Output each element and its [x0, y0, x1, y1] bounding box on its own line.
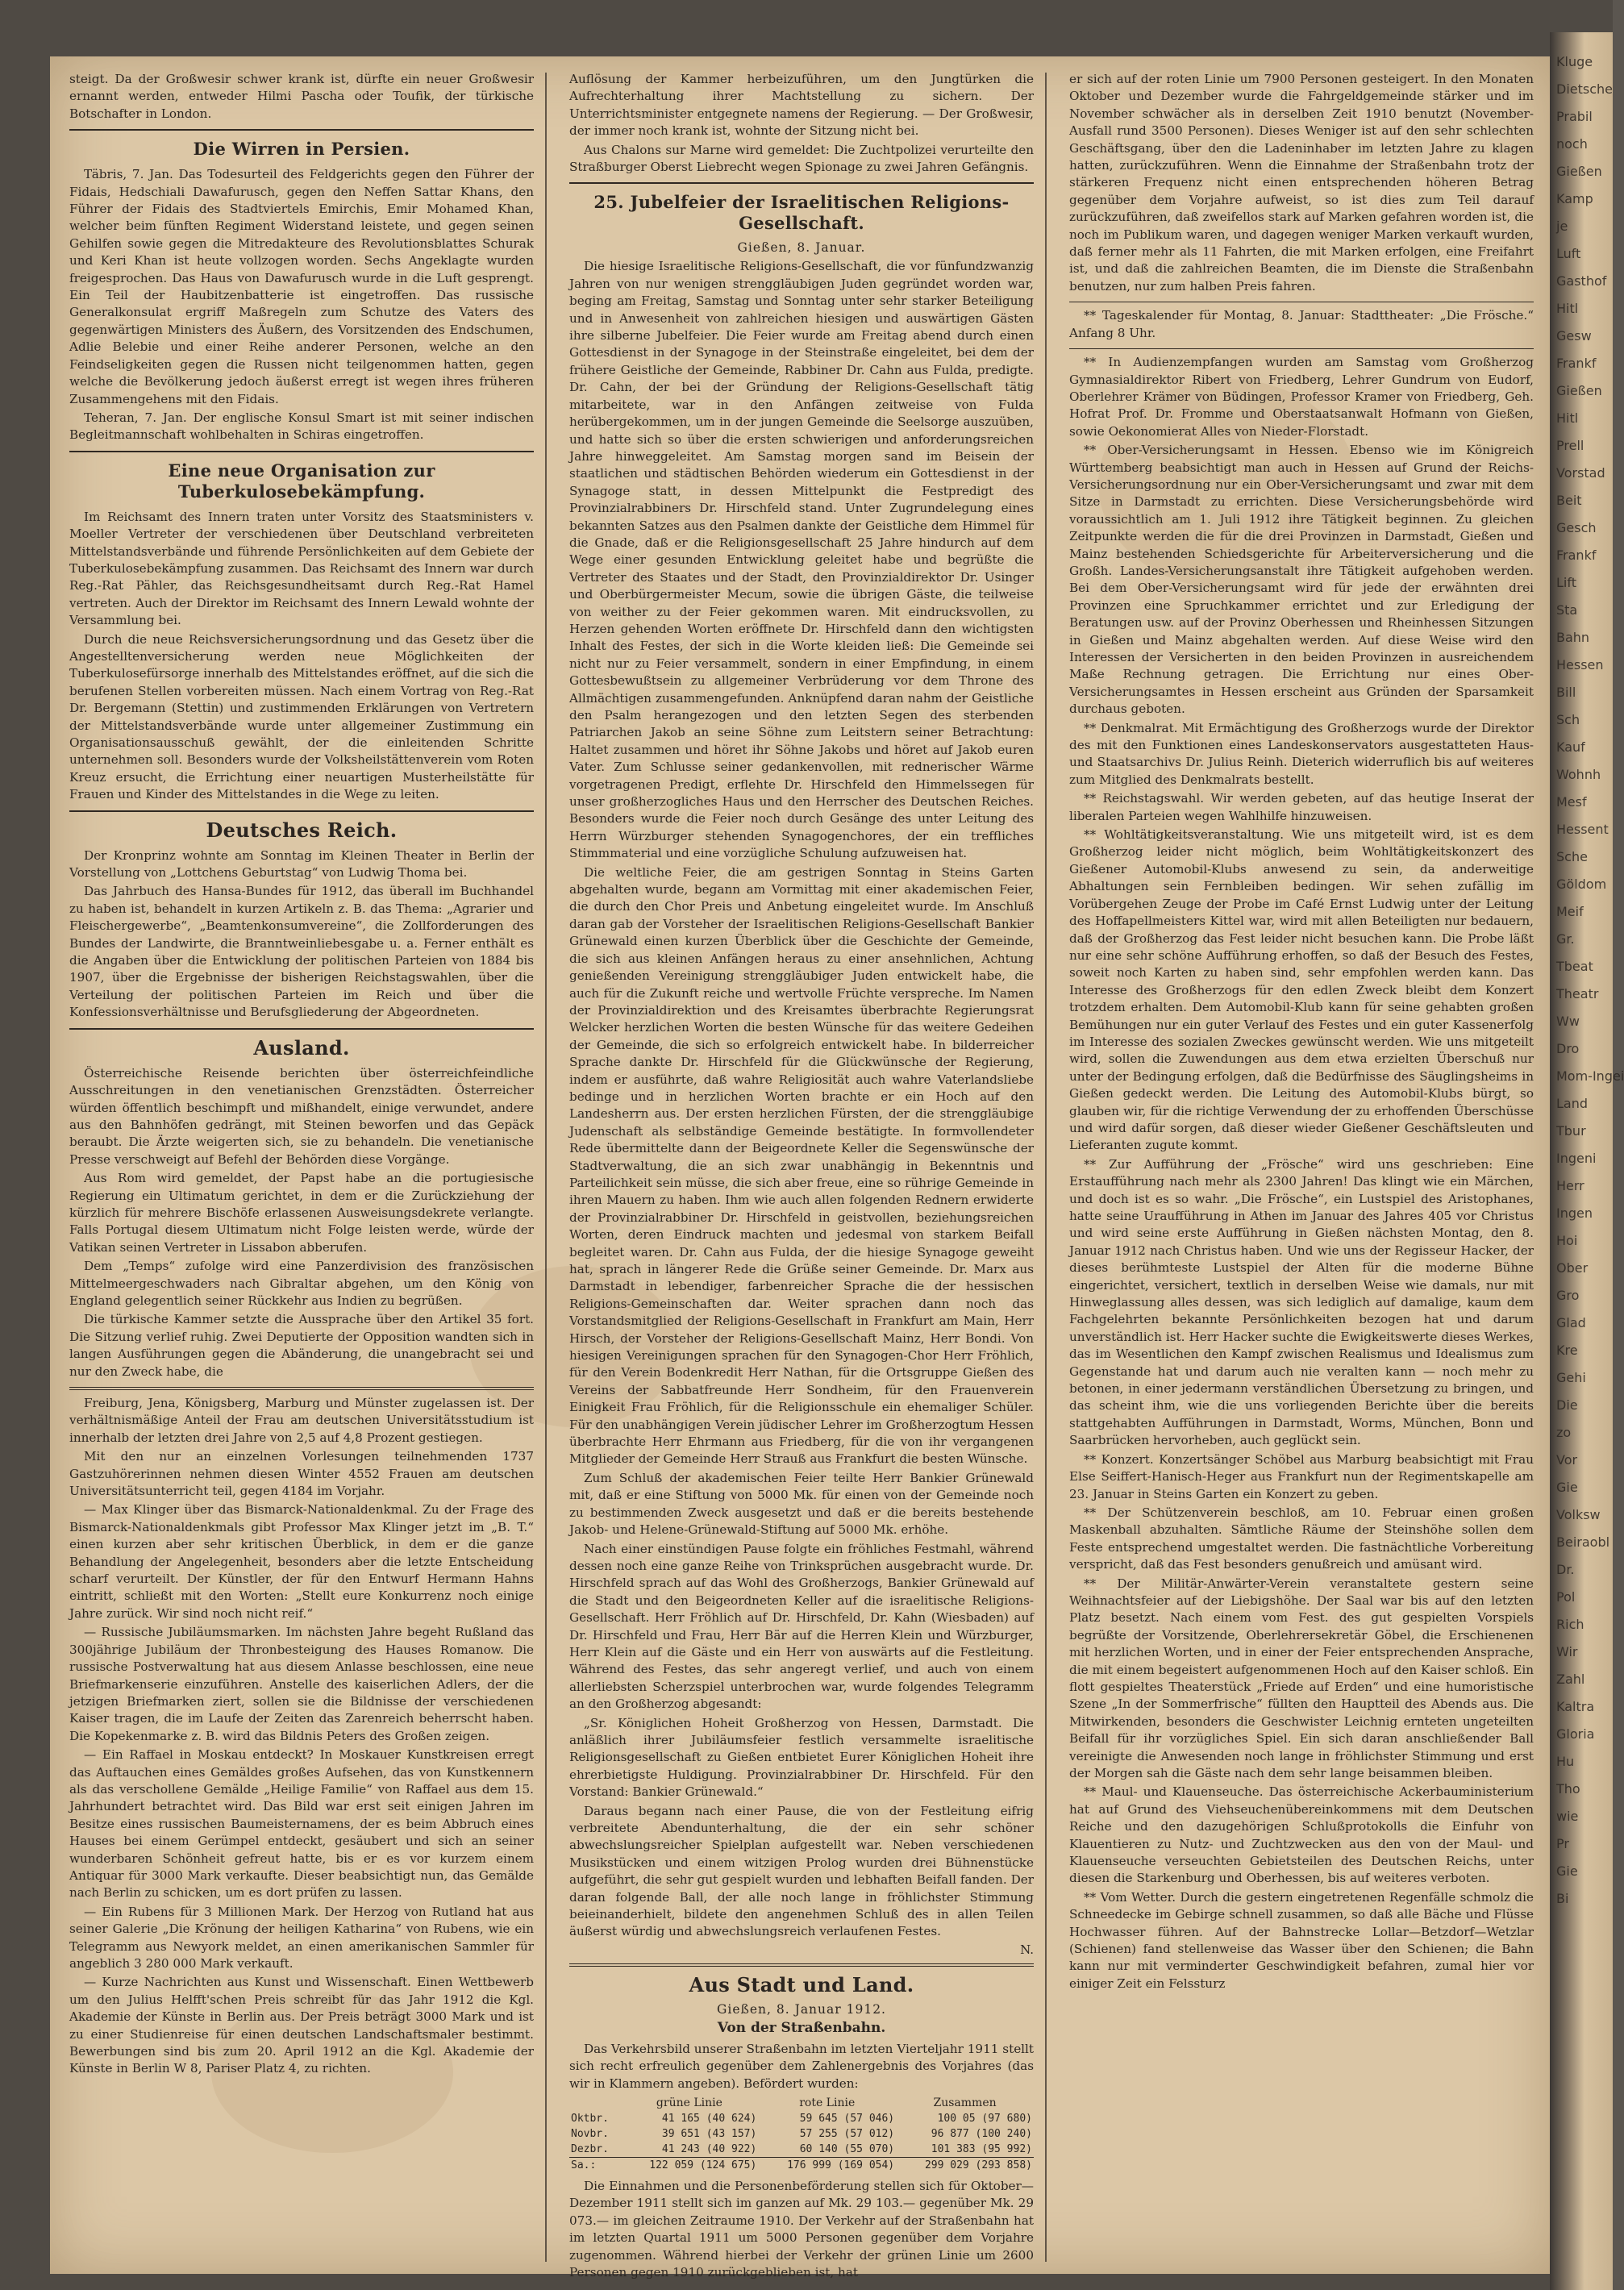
spine-fragment: Gie: [1556, 1480, 1578, 1495]
table-cell: Oktbr.: [571, 2113, 609, 2126]
article-paragraph: Durch die neue Reichsversicherungsordnung und das Gesetz über die Angestelltenversicherung werden neue Möglichkeiten der Tuberkulosefürsorge innerhalb des Mittelstandes eröffnet, auf die sich die berufenen Stellen vorbereiten müssen. Nach einem Vortrag von Reg.-Rat Dr. Bergemann (Stettin) und zustimmenden Erklärungen von Vertretern der Mittelstandsverbände wurde unter allgemeiner Zustimmung ein Organisationsausschuß gewählt, der die einleitenden Schritte unternehmen soll. Besonders wurde der Volksheilstättenverein vom Roten Kreuz ersucht, die Errichtung einer neuartigen Musterheilstätte für Frauen und Kinder des Mittelstandes in die Wege zu leiten.: [69, 631, 534, 802]
spine-fragment: Zahl: [1556, 1672, 1585, 1687]
article-paragraph: Das Verkehrsbild unserer Straßenbahn im letzten Vierteljahr 1911 stellt sich recht erfreulich gegenüber dem Zahlenergebnis des Vorjahres (das wir in Klammern angeben). Befördert wurden:: [569, 2041, 1034, 2091]
local-note: ** Der Militär-Anwärter-Verein veranstaltete gestern seine Weihnachtsfeier auf der Liebigshöhe. Der Saal war bis auf den letzten Platz besetzt. Nach einem vom Fest. des gut gespielten Vorspiels begrüßte der Vorsitzende, Oberlehrersekretär Göbel, die Erschienenen mit herzlichen Worten, und in einer der Feier entsprechenden Ansprache, die mit einem begeistert aufgenommenen Hoch auf den Kaiser schloß. Ein flott gespieltes Theaterstück „Friede auf Erden“ und eine humoristische Szene „In der Sommerfrische“ füllten den Hauptteil des Abends aus. Die Mitwirkenden, besonders die Geschwister Leichnig ernteten ungeteilten Beifall für ihr vorzügliches Spiel. Ein sich daran anschließender Ball vereinigte die Anwesenden noch lange in fröhlichster Stimmung und erst der Morgen sah die Gäste nach dem sehr lange beisammen bleiben.: [1069, 1576, 1534, 1780]
dateline: Gießen, 8. Januar.: [737, 240, 866, 256]
table-cell: 59 645 (57 046): [799, 2113, 895, 2126]
spine-fragment: Sche: [1556, 849, 1588, 864]
spine-fragment: Volksw: [1556, 1507, 1601, 1522]
spine-fragment: Tbur: [1556, 1123, 1586, 1139]
table-cell: 41 243 (40 922): [661, 2143, 757, 2156]
article-paragraph: Das Jahrbuch des Hansa-Bundes für 1912, das überall im Buchhandel zu haben ist, behandelt in kurzen Artikeln z. B. das Thema: „Agrarier und Fleischergewerbe“, „Beamtenkonsumvereine“, die Zollforderungen des Bundes der Landwirte, die Branntweinliebesgabe u. a. Ferner enthält es die Angaben über die Entwicklung der politischen Parteien von 1884 bis 1907, über die Ergebnisse der bisherigen Reichstagswahlen, über die Verteilung der politischen Parteien im Reich und über die Konfessionsverhältnisse und Berufsgliederung der Abgeordneten.: [69, 884, 534, 1020]
table-cell: 60 140 (55 070): [799, 2143, 895, 2156]
spine-fragment: noch: [1556, 136, 1588, 152]
divider: [69, 451, 534, 452]
spine-fragment: Gießen: [1556, 164, 1602, 179]
article-paragraph: — Ein Raffael in Moskau entdeckt? In Moskauer Kunstkreisen erregt das Auftauchen eines Gemäldes großes Aufsehen, das von Kunstkennern als das verschollene Gemälde „Heilige Familie“ von Raffael aus dem 15. Jahrhundert betrachtet wird. Das Bild war erst seit einigen Jahren im Besitze eines russischen Baumeisternamens, der es beim Abbruch eines Hauses bei einem Gerümpel entdeckt, gesäubert und sich an seiner wunderbaren Schönheit gefreut hatte, bis er es vor kurzem einem Antiquar für 3000 Mark verkaufte. Dieser beabsichtigt nun, das Gemälde nach Berlin zu schicken, um es dort prüfen zu lassen.: [69, 1747, 534, 1901]
spine-fragment: Bill: [1556, 685, 1576, 700]
table-cell: 176 999 (169 054): [758, 2158, 896, 2174]
headline-stadt-land: Aus Stadt und Land.: [689, 1972, 914, 1996]
subheadline-strassenbahn: Von der Straßenbahn.: [717, 2019, 886, 2036]
spine-fragment: Gesch: [1556, 520, 1597, 535]
spine-fragment: Bahn: [1556, 630, 1590, 645]
table-row: [569, 2111, 1034, 2126]
table-header: Zusammen: [933, 2096, 997, 2110]
table-row-sum: [569, 2158, 1034, 2174]
spine-fragment: Land: [1556, 1096, 1589, 1111]
article-paragraph: Österreichische Reisende berichten über österreichfeindliche Ausschreitungen in den venetianischen Grenzstädten. Österreicher würden öffentlich beschimpft und mißhandelt, einige verwundet, andere aus den Bahnhöfen gedrängt, mit Steinen beworfen und das Gepäck beraubt. Die Ärzte weigerten sich, sie zu behandeln. Die venetianische Presse verschweigt auf Befehl der Behörden diese Vorgänge.: [69, 1065, 534, 1167]
spine-fragment: Hessen: [1556, 657, 1604, 672]
intro-text: Aus Chalons sur Marne wird gemeldet: Die Zuchtpolizei verurteilte den Straßburger Oberst Liebrecht wegen Spionage zu zwei Jahren Gefängnis.: [569, 142, 1034, 175]
spine-fragment: Meif: [1556, 904, 1584, 919]
spine-fragment: Sta: [1556, 602, 1578, 618]
table-header: rote Linie: [799, 2096, 856, 2110]
local-note: ** Der Schützenverein beschloß, am 10. Februar einen großen Maskenball abzuhalten. Sämtliche Räume der Steinshöhe sollen dem Feste entsprechend umgestaltet werden. Die fastnächtliche Vorbereitung verspricht, daß das Fest besonders genußreich und amüsant wird.: [1069, 1505, 1534, 1572]
spine-fragment: Tho: [1556, 1781, 1580, 1797]
column-1: [69, 71, 534, 2264]
traffic-table: [569, 2096, 1034, 2173]
column-rule: [545, 73, 547, 2262]
table-cell: Sa.:: [569, 2158, 621, 2174]
spine-fragment: Gasthof: [1556, 273, 1607, 289]
article-paragraph: Der Kronprinz wohnte am Sonntag im Kleinen Theater in Berlin der Vorstellung von „Lottchens Geburtstag“ von Ludwig Thoma bei.: [69, 847, 534, 881]
article-paragraph: Dem „Temps“ zufolge wird eine Panzerdivision des französischen Mittelmeergeschwaders nach Gibraltar abgehen, um den König von England gelegentlich seiner Rückkehr aus Indien zu begrüßen.: [69, 1259, 534, 1308]
newspaper-page: [50, 56, 1550, 2280]
table-cell: Dezbr.: [571, 2143, 609, 2156]
table-cell: 100 05 (97 680): [937, 2113, 1032, 2126]
headline-persien: Die Wirren in Persien.: [193, 139, 410, 160]
article-paragraph: Aus Rom wird gemeldet, der Papst habe an die portugiesische Regierung ein Ultimatum gerichtet, in dem er die Zurückziehung der kürzlich für mehrere Bischöfe erlassenen Ausweisungsdekrete verlangte. Falls Portugal diesem Ultimatum nicht Folge leisten werde, würde der Vatikan seinen Vertreter in Lissabon abberufen.: [69, 1171, 534, 1255]
spine-fragment: Die: [1556, 1397, 1578, 1413]
table-cell: 39 651 (43 157): [661, 2128, 757, 2141]
spine-fragment: Prabil: [1556, 109, 1593, 124]
table-cell: 122 059 (124 675): [621, 2158, 759, 2174]
spine-fragment: Hessent: [1556, 822, 1609, 837]
headline-tuberkulose: Eine neue Organisation zur Tuberkulosebekämpfung.: [168, 460, 435, 502]
spine-fragment: Hitl: [1556, 301, 1579, 316]
article-paragraph: Teheran, 7. Jan. Der englische Konsul Smart ist mit seiner indischen Begleitmannschaft wohlbehalten in Schiras eingetroffen.: [69, 410, 534, 443]
article-paragraph: — Ein Rubens für 3 Millionen Mark. Der Herzog von Rutland hat aus seiner Galerie „Die Krönung der heiligen Katharina“ von Rubens, wie ein Telegramm aus Newyork meldet, an einen amerikanischen Sammler für angeblich 3 280 000 Mark verkauft.: [69, 1904, 534, 1971]
table-cell: 57 255 (57 012): [799, 2128, 895, 2141]
spine-fragment: Kaltra: [1556, 1699, 1595, 1714]
spine-fragment: Mom-Ingei: [1556, 1068, 1624, 1084]
spine-fragment: Wir: [1556, 1644, 1578, 1659]
headline-reich: Deutsches Reich.: [206, 818, 398, 842]
local-note: ** Tageskalender für Montag, 8. Januar: Stadttheater: „Die Frösche.“ Anfang 8 Uhr.: [1069, 308, 1534, 340]
local-note: ** Zur Aufführung der „Frösche“ wird uns geschrieben: Eine Erstaufführung nach mehr als 2300 Jahren! Das klingt wie ein Märchen, und doch ist es so wahr. „Die Frösche“, ein Lustspiel des Aristophanes, hatte seine Uraufführung in Athen im Januar des Jahres 405 vor Christus und wird seine erste Aufführung in Gießen nächsten Montag, den 8. Januar 1912 nach Christus haben. Und wie uns der Regisseur Hacker, der dieses berühmteste Lustspiel der Alten für die moderne Bühne eingerichtet, versichert, textlich in derselben Weise wie damals, nur mit Hinweglassung alles dessen, was sich lediglich auf damalige, kaum dem Fachgelehrten bekannte Persönlichkeiten bezogen hat und darum unverständlich ist. Herr Hacker suchte die Ewigkeitswerte dieses Werkes, das im Wesentlichen den Kampf zwischen Realismus und Idealismus zum Gegenstande hat und darum auch nie veralten kann — noch mehr zu betonen, in einer jedermann verständlichen Übersetzung zu bringen, und das scheint ihm, wie die uns vorliegenden Berichte über die bereits stattgehabten Aufführungen in Darmstadt, Worms, München, Bonn und Saarbrücken hervorheben, auch geglückt sein.: [1069, 1156, 1534, 1448]
spine-fragment: Wohnh: [1556, 767, 1601, 782]
spine-fragment: Kauf: [1556, 739, 1585, 755]
spine-fragment: je: [1556, 219, 1568, 234]
article-paragraph: Daraus begann nach einer Pause, die von der Festleitung eifrig verbreitete Abendunterhaltung, die der ein sehr schöner abwechslungsreicher Spielplan aufgestellt war. Neben verschiedenen Musikstücken und einem witzigen Prolog wurden drei Bühnenstücke aufgeführt, die sehr gut gespielt wurden und lebhaften Beifall fanden. Der daran folgende Ball, der alle noch lange in fröhlichster Stimmung beieinanderhielt, bildete den angenehmen Schluß des in allen Teilen äußerst würdig und abwechslungsreich verlaufenen Festes.: [569, 1803, 1034, 1939]
spine-fragment: Hitl: [1556, 410, 1579, 426]
spine-fragment: Ingeni: [1556, 1151, 1597, 1166]
spine-fragment: Sch: [1556, 712, 1580, 727]
local-note: ** Konzert. Konzertsänger Schöbel aus Marburg beabsichtigt mit Frau Else Seiffert-Hanisch-Heger aus Frankfurt nun der Regimentskapelle am 23. Januar in Steins Garten ein Konzert zu geben.: [1069, 1451, 1534, 1501]
article-paragraph: Freiburg, Jena, Königsberg, Marburg und Münster zugelassen ist. Der verhältnismäßige Anteil der Frau am deutschen Universitätsstudium ist innerhalb der letzten drei Jahre von 2,5 auf 4,8 Prozent gestiegen.: [69, 1396, 534, 1445]
spine-fragment: Göldom: [1556, 876, 1607, 892]
table-cell: 101 383 (95 992): [931, 2143, 1032, 2156]
article-paragraph: — Russische Jubiläumsmarken. Im nächsten Jahre begeht Rußland das 300jährige Jubiläum der Thronbesteigung des Hauses Romanow. Die russische Postverwaltung hat aus diesem Anlasse beschlossen, eine neue Briefmarkenserie einzuführen. Anstelle des kaiserlichen Adlers, der die jetzigen Briefmarken ziert, sollen sie die Bildnisse der verschiedenen Kaiser tragen, die im Laufe der Zeiten das Zarenreich beherrscht haben. Die Kopekenmarke z. B. wird das Bildnis Peters des Großen zeigen.: [69, 1625, 534, 1743]
spine-fragment: Bi: [1556, 1891, 1569, 1906]
spine-fragment: Pol: [1556, 1589, 1576, 1605]
article-paragraph: — Kurze Nachrichten aus Kunst und Wissenschaft. Einen Wettbewerb um den Julius Helfft'schen Preis schreibt für das Jahr 1912 die Kgl. Akademie der Künste in Berlin aus. Der Preis beträgt 3000 Mark und ist zu einer Studienreise für einen deutschen Landschaftsmaler bestimmt. Bewerbungen sind bis zum 20. April 1912 an die Kgl. Akademie der Künste in Berlin W 8, Pariser Platz 4, zu richten.: [69, 1975, 534, 2076]
spine-fragment: Glad: [1556, 1315, 1586, 1330]
article-paragraph: Die Einnahmen und die Personenbeförderung stellen sich für Oktober—Dezember 1911 stellt sich im ganzen auf Mk. 29 103.— gegenüber Mk. 29 073.— im gleichen Zeitraume 1910. Der Verkehr auf der Straßenbahn hat im letzten Quartal 1911 um 5000 Personen gegenüber dem Vorjahre zugenommen. Während hierbei der Verkehr der grünen Linie um 2600 Personen gegen 1910 zurückgeblieben ist, hat: [569, 2179, 1034, 2280]
divider: [569, 182, 1034, 184]
spine-fragment: Mesf: [1556, 794, 1587, 810]
intro-text: Auflösung der Kammer herbeizuführen, um den Jungtürken die Aufrechterhaltung ihrer Machtstellung zu sichern. Der Unterrichtsminister entgegnete namens der Regierung. — Der Großwesir, der immer noch krank ist, wohnte der Sitzung nicht bei.: [569, 72, 1034, 139]
spine-fragment: Gießen: [1556, 383, 1602, 398]
article-paragraph: „Sr. Königlichen Hoheit Großherzog von Hessen, Darmstadt. Die anläßlich ihrer Jubiläumsfeier festlich versammelte israelitische Religionsgesellschaft zu Gießen entbietet Eurer Königlichen Hoheit ihre ehrerbietigste Huldigung. Provinzialrabbiner Dr. Hirschfeld. Für den Vorstand: Bankier Grünewald.“: [569, 1715, 1034, 1800]
spine-fragment: Pr: [1556, 1836, 1569, 1851]
divider: [69, 1028, 534, 1030]
dateline: Gießen, 8. Januar 1912.: [717, 2001, 886, 2017]
column-3: [1069, 71, 1534, 2264]
column-rule: [1045, 73, 1047, 2262]
article-paragraph: Mit den nur an einzelnen Vorlesungen teilnehmenden 1737 Gastzuhörerinnen nehmen diesen Winter 4552 Frauen am deutschen Universitätsunterricht teil, gegen 4184 im Vorjahr.: [69, 1449, 534, 1499]
local-note: ** Vom Wetter. Durch die gestern eingetretenen Regenfälle schmolz die Schneedecke im Gebirge schnell zusammen, so daß alle Bäche und Flüsse Hochwasser führen. Auf der Bahnstrecke Lollar—Betzdorf—Wetzlar (Schienen) fand stellenweise das Wasser über den Schienen; die Bahn kann nur mit verminderter Geschwindigkeit befahren, zumal hier vor einiger Zeit ein Felssturz: [1069, 1889, 1534, 1991]
spine-fragment: Ww: [1556, 1014, 1580, 1029]
signature: N.: [1020, 1942, 1034, 1957]
spine-fragment: Prell: [1556, 438, 1584, 453]
table-header: grüne Linie: [656, 2096, 722, 2110]
spine-fragment: Vorstad: [1556, 465, 1605, 481]
divider: [69, 129, 534, 131]
divider: [69, 810, 534, 812]
spine-fragment: Frankf: [1556, 548, 1597, 563]
spine-fragment: Beit: [1556, 493, 1582, 508]
article-paragraph: Die türkische Kammer setzte die Aussprache über den Artikel 35 fort. Die Sitzung verlief ruhig. Zwei Deputierte der Opposition wandten sich in langen Ausführungen gegen die Abänderung, die unangebracht sei und nur den Zweck habe, die: [69, 1312, 534, 1379]
spine-fragment: Kre: [1556, 1343, 1578, 1358]
divider: [569, 1963, 1034, 1967]
local-note: ** Ober-Versicherungsamt in Hessen. Ebenso wie im Königreich Württemberg beabsichtigt man auch in Hessen auf Grund der Reichs-Versicherungsordnung nur ein Ober-Versicherungsamt und zwar mit dem Sitze in Darmstadt zu errichten. Diese Versicherungsbehörde wird voraussichtlich am 1. Juli 1912 ihre Tätigkeit beginnen. Zu gleichen Zeitpunkte werden die für die drei Provinzen in Darmstadt, Gießen und Mainz bestehenden Schiedsgerichte für Arbeiterversicherung und die Großh. Landes-Versicherungsanstalt ihre Tätigkeit aufgehoben werden. Bei dem Ober-Versicherungsamt wird für jede der erwähnten drei Provinzen eine Spruchkammer errichtet und zur Erledigung der Beratungen usw. auf der Provinz Oberhessen und Rheinhessen Sitzungen in Gießen und Mainz abgehalten werden. Auf diese Weise wird den Interessen der Versicherten in den beiden Provinzen in ausreichendem Maße Rechnung getragen. Die Errichtung nur eines Ober-Versicherungsamtes in Hessen erscheint aus Gründen der Sparsamkeit durchaus geboten.: [1069, 443, 1534, 717]
table-row: [569, 2126, 1034, 2142]
spine-fragment: Gro: [1556, 1288, 1580, 1303]
spine-fragment: Gie: [1556, 1863, 1578, 1879]
table-header: [569, 2096, 621, 2111]
next-page-fragment: [1556, 48, 1624, 2274]
spine-fragment: Lift: [1556, 575, 1576, 590]
table-cell: Novbr.: [571, 2128, 609, 2141]
spine-fragment: Theatr: [1556, 986, 1599, 1001]
article-paragraph: Die weltliche Feier, die am gestrigen Sonntag in Steins Garten abgehalten wurde, begann am Vormittag mit einer akademischen Feier, die durch den Chor Preis und Anbetung eingeleitet wurde. Im Anschluß daran gab der Vorsteher der Israelitischen Religions-Gesellschaft Bankier Grünewald einen kurzen Überblick über die Geschichte der Gemeinde, die sich aus kleinen Anfängen heraus zu einer ansehnlichen, Achtung genießenden Vereinigung strenggläubiger Juden entwickelt habe, die auch für die Zukunft reiche und wertvolle Früchte verspreche. Im Namen der Provinzialdirektion und des Kreisamtes überbrachte Regierungsrat Welcker herzlichen Worten die besten Wünsche für das weitere Gedeihen der Gemeinde, die sich so erfolgreich entwickelt habe. In bilderreicher Sprache dankte Dr. Hirschfeld für die Glückwünsche der Regierung, indem er ausführte, daß wahre Religiosität auch wahre Vaterlandsliebe bedinge und in herzlichen Worten brachte er ein Hoch auf den Landesherrn aus. Der ersten herzlichen Fürsten, der die strenggläubige Judenschaft als selbständige Gemeinde bestätigte. In formvollendeter Rede übermittelte dann der Beigeordnete Keller die Segenswünsche der Stadtverwaltung, die an sich zwar unabhängig in Bekenntnis und Parteilichkeit sein müsse, die sich aber freue, eine so rührige Gemeinde in ihren Mauern zu haben. Ihm wie auch allen folgenden Rednern erwiderte der Provinzialrabbiner Dr. Hirschfeld in geistvollen, beziehungsreichen Worten, deren Eindruck machten und jedesmal von starkem Beifall begleitet waren. Dr. Cahn aus Fulda, der die hiesige Synagoge geweiht hat, sprach in längerer Rede die Grüße seiner Gemeinde. Dr. Marx aus Darmstadt in lebendiger, farbenreicher Sprache die der hessischen Religions-Gemeinschaften dar. Weiter sprachen dann noch das Vorstandsmitglied der Religions-Gesellschaft in Frankfurt am Main, Herr Hirsch, der Vorsteher der Religions-Gesellschaft Mainz, Herr Bondi. Von hiesigen Vereinigungen sprachen für den Synagogen-Chor Herr Fröhlich, für den Verein Bodenkredit Herr Nathan, für die Ortsgruppe Gießen des Vereins der Sabbatfreunde Herr Sondheim, für den Frauenverein Einigkeit Frau Fröhlich, für die Religionsschule ein ehemaliger Schüler. Für den unabhängigen Verein jüdischer Lehrer im Großherzogtum Hessen überbrachte Herr Ehrmann aus Friedberg, für die von ihr vergangenen Mitglieder der Gemeinde Herr Strauß aus Frankfurt die besten Wünsche.: [569, 864, 1034, 1467]
article-paragraph: Zum Schluß der akademischen Feier teilte Herr Bankier Grünewald mit, daß er eine Stiftung von 5000 Mk. für einen von der Gemeinde noch zu bestimmenden Zweck ausgesetzt und daß er die bereits bestehende Jakob- und Helene-Grünewald-Stiftung auf 5000 Mk. erhöhe.: [569, 1470, 1034, 1538]
spine-fragment: Gesw: [1556, 328, 1592, 344]
spine-fragment: Beiraobl: [1556, 1534, 1610, 1550]
spine-fragment: Herr: [1556, 1178, 1584, 1193]
spine-fragment: Hu: [1556, 1754, 1575, 1769]
article-paragraph: Die hiesige Israelitische Religions-Gesellschaft, die vor fünfundzwanzig Jahren von nur wenigen strenggläubigen Juden gegründet worden war, beging am Freitag, Samstag und Sonntag unter sehr starker Beteiligung und in Anwesenheit von zahlreichen hiesigen und auswärtigen Gästen ihre silberne Jubelfeier. Die Feier wurde am Freitag abend durch einen Gottesdienst in der Synagoge in der Steinstraße eingeleitet, bei dem der frühere Geistliche der Gemeinde, Rabbiner Dr. Cahn aus Fulda, predigte. Dr. Cahn, der bei der Gründung der Religions-Gesellschaft tätig mitarbeitete, war in den Anfängen zeitweise von Fulda herübergekommen, um in der jungen Gemeinde die Seelsorge auszuüben, und hatte sich so über die ersten schwierigen und anforderungsreichen Jahre hinweggeleitet. Am Samstag morgen sand im Beisein der staatlichen und städtischen Behörden wiederum ein Gottesdienst in der Synagoge statt, in dessen Mittelpunkt die Festpredigt des Provinzialrabbiners Dr. Hirschfeld stand. Unter Zugrundelegung eines bekannten Satzes aus den Psalmen dankte der Geistliche dem Himmel für die Gnade, daß er die Religionsgesellschaft 25 Jahre hindurch auf dem Wege einer gesunden Entwicklung geleitet habe und begrüßte die Vertreter des Staates und der Stadt, den Provinzialdirektor Dr. Usinger und Oberbürgermeister Mecum, sowie die übrigen Gäste, die teilweise von weither zu der Feier gekommen waren. Mit eindrucksvollen, zu Herzen gehenden Worten eröffnete Dr. Hirschfeld dann den wichtigsten Inhalt des Festes, der sich in die Worte kleiden ließ: Die Gemeinde sei nicht nur zu Feier versammelt, sondern in einer Empfindung, in einem Gottesbewußtsein zu allgemeiner Verbrüderung vor dem Throne des Allmächtigen zusammengefunden. Anknüpfend daran nahm der Geistliche den Psalm herangezogen und den letzten Segen des sterbenden Patriarchen Jakob an seine Söhne zum Leitstern seiner Betrachtung: Haltet zusammen und höret ihr Söhne Jakobs und höret auf Jakob euren Vater. Zum Schlusse seiner gedankenvollen, mit rednerischer Wärme vorgetragenen Predigt, erflehte Dr. Hirschfeld den Himmelssegen für unser großherzogliches Haus und den Herrscher des Deutschen Reiches. Besonders wurde die Feier noch durch Gesänge des unter Leitung des Herrn Würzburger stehenden Synagogenchores, der ein treffliches Stimmmaterial und eine vorzügliche Schulung aufzuweisen hat.: [569, 259, 1034, 861]
spine-fragment: Vor: [1556, 1452, 1578, 1468]
divider: [1069, 348, 1534, 349]
local-note: ** Maul- und Klauenseuche. Das österreichische Ackerbauministerium hat auf Grund des Viehseuchenübereinkommens mit dem Deutschen Reiche und den dazugehörigen Schlußprotokolls die Einfuhr von Klauentieren zu Nutz- und Zuchtzwecken aus den von der Maul- und Klauenseuche verseuchten Gebietsteilen des Deutschen Reichs, unter diesen die Starkenburg und Oberhessen, bis auf weiteres verboten.: [1069, 1784, 1534, 1886]
headline-ausland: Ausland.: [253, 1035, 350, 1060]
spine-fragment: Rich: [1556, 1617, 1584, 1632]
spine-fragment: Luft: [1556, 246, 1581, 261]
article-paragraph: Täbris, 7. Jan. Das Todesurteil des Feldgerichts gegen den Führer der Fidais, Hedschiali Dawafurusch, gegen den Neffen Sattar Khans, den Führer der Fidais des Stadtviertels Emirchis, Emir Mohamed Khan, welcher beim fünften Regiment Widerstand leistete, und gegen seinen Gehilfen sowie gegen die Mitredakteure des Revolutionsblattes Schurak und Keri Khan ist heute vollzogen worden. Sechs Angeklagte wurden freigesprochen. Das Haus von Dawafurusch wurde in die Luft gesprengt. Ein Teil der Haubitzenbatterie ist eingetroffen. Das russische Generalkonsulat ergriff Maßregeln zum Schutze des Vaters des gegenwärtigen Ministers des Äußern, des Vorsitzenden des Endschumen, Adlie Belebie und einer Reihe anderer Personen, welche an den Feindseligkeiten gegen die Russen nicht teilgenommen hatten, gegen welche die Bevölkerung jedoch äußerst erregt ist wegen ihres früheren Zusammengehens mit den Fidais.: [69, 167, 534, 406]
article-paragraph: er sich auf der roten Linie um 7900 Personen gesteigert. In den Monaten Oktober und Dezember wurde die Fahrgeldgemeinde stärker und im November schwächer als in derselben Zeit 1910 benutzt (November-Ausfall rund 3500 Personen). Dieses Weniger ist auf den sehr schlechten Geschäftsgang, über den die Ladeninhaber im letzten Jahre zu klagen hatten, zurückzuführen. Wenn die Einnahme der Straßenbahn trotz der stärkeren Frequenz nicht einen entsprechenden höheren Betrag gegenüber dem Vorjahre aufweist, so ist dies zum Teil darauf zurückzuführen, daß zweifellos stark auf Marken gefahren worden ist, die noch im Publikum waren, und dagegen weniger Marken verkauft wurden, daß ferner mehr als 11 Fahrten, die mit Marken erfolgen, eine Freifahrt ist, und daß die zahlreichen Beamten, die im Dienste die Straßenbahn benutzen, nur zum halben Preis fahren.: [1069, 72, 1534, 294]
local-note: ** Reichstagswahl. Wir werden gebeten, auf das heutige Inserat der liberalen Parteien wegen Wahlhilfe hinzuweisen.: [1069, 791, 1534, 823]
spine-fragment: Tbeat: [1556, 959, 1593, 974]
spine-fragment: Hoi: [1556, 1233, 1578, 1248]
spine-fragment: zo: [1556, 1425, 1572, 1440]
spine-fragment: Dr.: [1556, 1562, 1575, 1577]
local-note: ** Wohltätigkeitsveranstaltung. Wie uns mitgeteilt wird, ist es dem Großherzog leider nicht möglich, beim Wohltätigkeitskonzert des Gießener Automobil-Klubs anwesend zu sein, da anderweitige Abhaltungen sein Fernbleiben bedingen. Wir sehen zufällig im Vorübergehen Zeuge der Probe im Café Ernst Ludwig unter der Leitung des Hoffapellmeisters Kittel war, wird mit allen Beteiligten nur bedauern, daß der Großherzog das Fest leider nicht besuchen kann. Die Probe läßt nur eine sehr schöne Aufführung erhoffen, so daß der Besuch des Festes, soweit noch Karten zu haben sind, sehr empfohlen werden kann. Das Interesse des Großherzogs für den edlen Zweck bleibt dem Konzert trotzdem erhalten. Dem Automobil-Klub kann für seine gehabten großen Bemühungen nur ein guter Verlauf des Festes und ein guter Kassenerfolg im Interesse des sozialen Zweckes gewünscht werden. Wie uns mitgeteilt wird, sollen die Zuwendungen aus dem etwa erzielten Überschuß nur unter der Bedingung erfolgen, daß die Bedürfnisse des Säuglingsheims in Gießen gedeckt werden. Die Leitung des Automobil-Klubs bürgt, so glauben wir, für die richtige Verwendung der zu erhoffenden Überschüsse und wird dafür sorgen, daß dieser wieder Gießener Geschäftsleuten und Lieferanten zugute kommt.: [1069, 827, 1534, 1153]
article-paragraph: Im Reichsamt des Innern traten unter Vorsitz des Staatsministers v. Moeller Vertreter der verschiedenen über Deutschland verbreiteten Mittelstandsverbände und führende Persönlichkeiten auf dem Gebiete der Tuberkulosebekämpfung zusammen. Das Reichsamt des Innern war durch Reg.-Rat Pähler, das Reichsgesundheitsamt durch Reg.-Rat Hamel vertreten. Auch der Direktor im Reichsamt des Innern Lewald wohnte der Versammlung bei.: [69, 509, 534, 628]
local-note: ** In Audienzempfangen wurden am Samstag vom Großherzog Gymnasialdirektor Ribert von Friedberg, Lehrer Gundrum von Eudorf, Oberlehrer Krämer von Büdingen, Professor Kramer von Friedberg, Geh. Hofrat Prof. Dr. Fromme und Oberstaatsanwalt Hofmann von Gießen, sowie Oekonomierat Alles von Nieder-Florstadt.: [1069, 355, 1534, 439]
table-row: [569, 2142, 1034, 2158]
spine-fragment: wie: [1556, 1809, 1579, 1824]
headline-jubelfeier: 25. Jubelfeier der Israelitischen Religions-Gesellschaft.: [593, 192, 1010, 234]
column-2: [569, 71, 1034, 2280]
spine-fragment: Kamp: [1556, 191, 1593, 206]
spine-fragment: Frankf: [1556, 356, 1597, 371]
table-cell: 96 877 (100 240): [931, 2128, 1032, 2141]
table-cell: 41 165 (40 624): [661, 2113, 757, 2126]
table-cell: 299 029 (293 858): [896, 2158, 1034, 2174]
article-paragraph: — Max Klinger über das Bismarck-Nationaldenkmal. Zu der Frage des Bismarck-Nationaldenkmals gibt Professor Max Klinger jetzt im „B. T.“ einen kurzen aber sehr kritischen Überblick, in dem er die ganze Behandlung der Angelegenheit, besonders aber die letzte Entscheidung scharf verurteilt. Der Künstler, der für den Entwurf Hermann Hahns eintritt, schließt mit den Worten: „Stellt eure Konkurrenz noch einige Jahre zurück. Wir sind noch nicht reif.“: [69, 1502, 534, 1621]
spine-fragment: Ingen: [1556, 1205, 1593, 1221]
spine-fragment: Gloria: [1556, 1726, 1595, 1742]
article-paragraph: Nach einer einstündigen Pause folgte ein fröhliches Festmahl, während dessen noch eine ganze Reihe von Trinksprüchen ausgebracht wurde. Dr. Hirschfeld sprach auf das Wohl des Großherzogs, Bankier Grünewald auf die Stadt und den Beigeordneten Keller auf die israelitische Religions-Gesellschaft. Herr Fröhlich auf Dr. Hirschfeld, Dr. Kahn (Wiesbaden) auf Dr. Hirschfeld und Frau, Herr Bär auf die Herren Klein und Würzburger, Herr Klein auf die Gäste und ein Herr von auswärts auf die Festleitung. Während des Festes, das sehr angeregt verlief, und auch von einem allerliebsten Scherzspiel unterbrochen war, wurde folgendes Telegramm an den Großherzog abgesandt:: [569, 1541, 1034, 1712]
spine-fragment: Gehi: [1556, 1370, 1586, 1385]
spine-fragment: Ober: [1556, 1260, 1589, 1276]
divider: [69, 1387, 534, 1390]
spine-fragment: Dietsche: [1556, 81, 1613, 97]
spine-fragment: Gr.: [1556, 931, 1575, 947]
intro-text: steigt. Da der Großwesir schwer krank ist, dürfte ein neuer Großwesir ernannt werden, entweder Hilmi Pascha oder Toufik, der türkische Botschafter in London.: [69, 72, 534, 121]
spine-fragment: Dro: [1556, 1041, 1580, 1056]
local-note: ** Denkmalrat. Mit Ermächtigung des Großherzogs wurde der Direktor des mit den Funktionen eines Landeskonservators ausgestatteten Haus- und Staatsarchivs Dr. Julius Reinh. Dieterich widerruflich bis auf weiteres zum Mitglied des Denkmalrats bestellt.: [1069, 720, 1534, 787]
spine-fragment: Kluge: [1556, 54, 1593, 69]
